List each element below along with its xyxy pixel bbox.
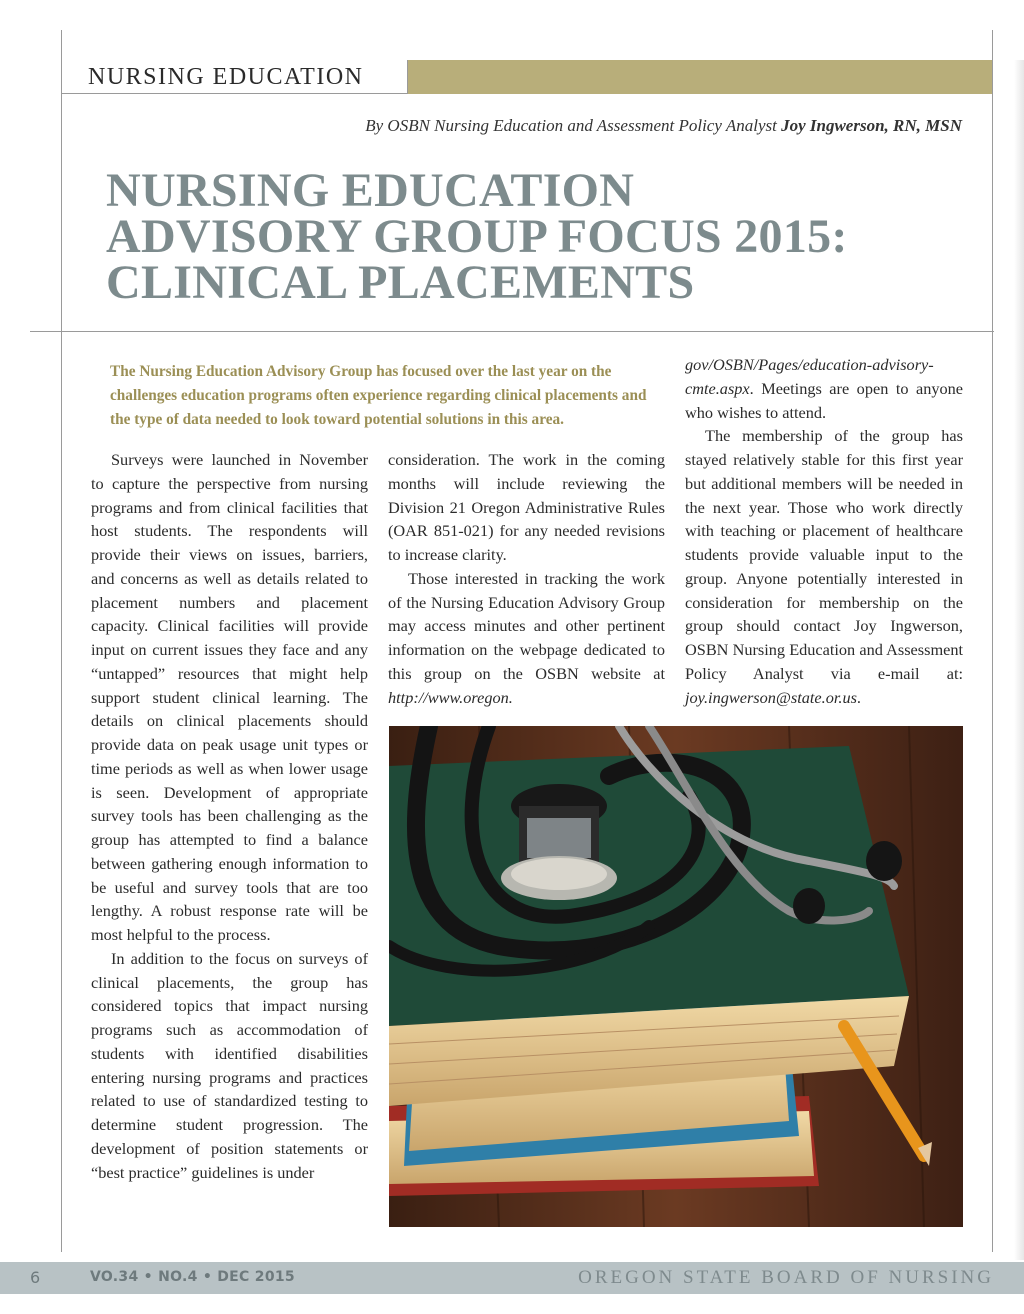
body-paragraph-1: Surveys were launched in November to capture the perspective from nursing programs and from clinical facilities that host students. The respondents will provide their views on issues, barriers, and concerns as well as details related to placement numbers and placement capacity. Clinical facilities will provide input on current issues they face and any “untapped” resources that might help support student clinical learning. The details on clinical placements should provide data on peak usage unit types or time periods as well as when lower usage is seen. Development of appropriate survey tools has been challenging as the group has attempted to find a balance between gathering enough information to be useful and survey tools that are too lengthy. A robust response rate will be most helpful to the process. [91, 450, 368, 944]
page-footer [0, 1262, 1024, 1294]
section-label-box [62, 60, 407, 94]
section-accent-bar [407, 60, 992, 94]
article-headline [106, 164, 848, 309]
body-paragraph-5-text: . Meetings are open to anyone who wishes to attend. [685, 378, 963, 422]
lede-paragraph: The Nursing Education Advisory Group has focused over the last year on the challenges education programs often experience regarding clinical placements and the type of data needed to look toward potential solutions in this area. [110, 363, 647, 428]
headline-line-2: ADVISORY GROUP FOCUS 2015: [106, 210, 848, 263]
email-period: . [856, 687, 861, 707]
headline-line-3: CLINICAL PLACEMENTS [106, 256, 695, 309]
body-paragraph-5 [685, 353, 963, 424]
page-number: 6 [30, 1268, 41, 1287]
body-paragraph-4-text: Those interested in tracking the work of the Nursing Education Advisory Group may access minutes and other pertinent information on the webpage dedicated to this group on the OSBN website at [388, 568, 665, 683]
advisory-url-part-1[interactable]: http://www.oregon. [388, 687, 513, 707]
column-2 [388, 448, 665, 709]
frame-rule-right [992, 30, 993, 1252]
body-paragraph-3: consideration. The work in the coming months will include reviewing the Division 21 Oregon Administrative Rules (OAR 851-021) for any needed revisions to increase clarity. [388, 450, 665, 564]
headline-line-1: NURSING EDUCATION [106, 164, 635, 217]
advisory-url-part-2[interactable]: gov/OSBN/Pages/education-advisory-cmte.aspx [685, 355, 934, 398]
stethoscope-books-illustration [389, 726, 963, 1227]
section-header [62, 60, 992, 94]
byline-author: Joy Ingwerson, RN, MSN [781, 116, 962, 135]
frame-rule-left [61, 30, 62, 1252]
header-divider-rule [30, 331, 994, 332]
byline [365, 116, 962, 136]
body-paragraph-4 [388, 567, 665, 710]
body-paragraph-6 [685, 424, 963, 709]
column-1 [91, 448, 368, 1184]
page-edge-shadow [1014, 60, 1024, 1260]
publisher-name: OREGON STATE BOARD OF NURSING [578, 1267, 994, 1288]
issue-info: VO.34 • NO.4 • DEC 2015 [90, 1269, 295, 1285]
contact-email-link[interactable]: joy.ingwerson@state.or.us [685, 687, 857, 707]
body-paragraph-6-text: The membership of the group has stayed relatively stable for this first year but additional members will be needed in the next year. Those who work directly with teaching or placement of healthcare students provide valuable input to the group. Anyone potentially interested in consideration for membership on the group should contact Joy Ingwerson, OSBN Nursing Education and Assessment Policy Analyst via e-mail at: [685, 426, 963, 683]
column-3 [685, 353, 963, 709]
byline-prefix: By OSBN Nursing Education and Assessment Policy Analyst [365, 116, 782, 135]
body-paragraph-2: In addition to the focus on surveys of clinical placements, the group has considered topics that impact nursing programs such as accommodation of students with identified disabilities entering nursing programs and practices related to use of standardized testing to determine student progression. The development of position statements or “best practice” guidelines is under [91, 948, 368, 1182]
section-label: NURSING EDUCATION [88, 64, 364, 90]
stethoscope-books-photo [389, 726, 963, 1227]
